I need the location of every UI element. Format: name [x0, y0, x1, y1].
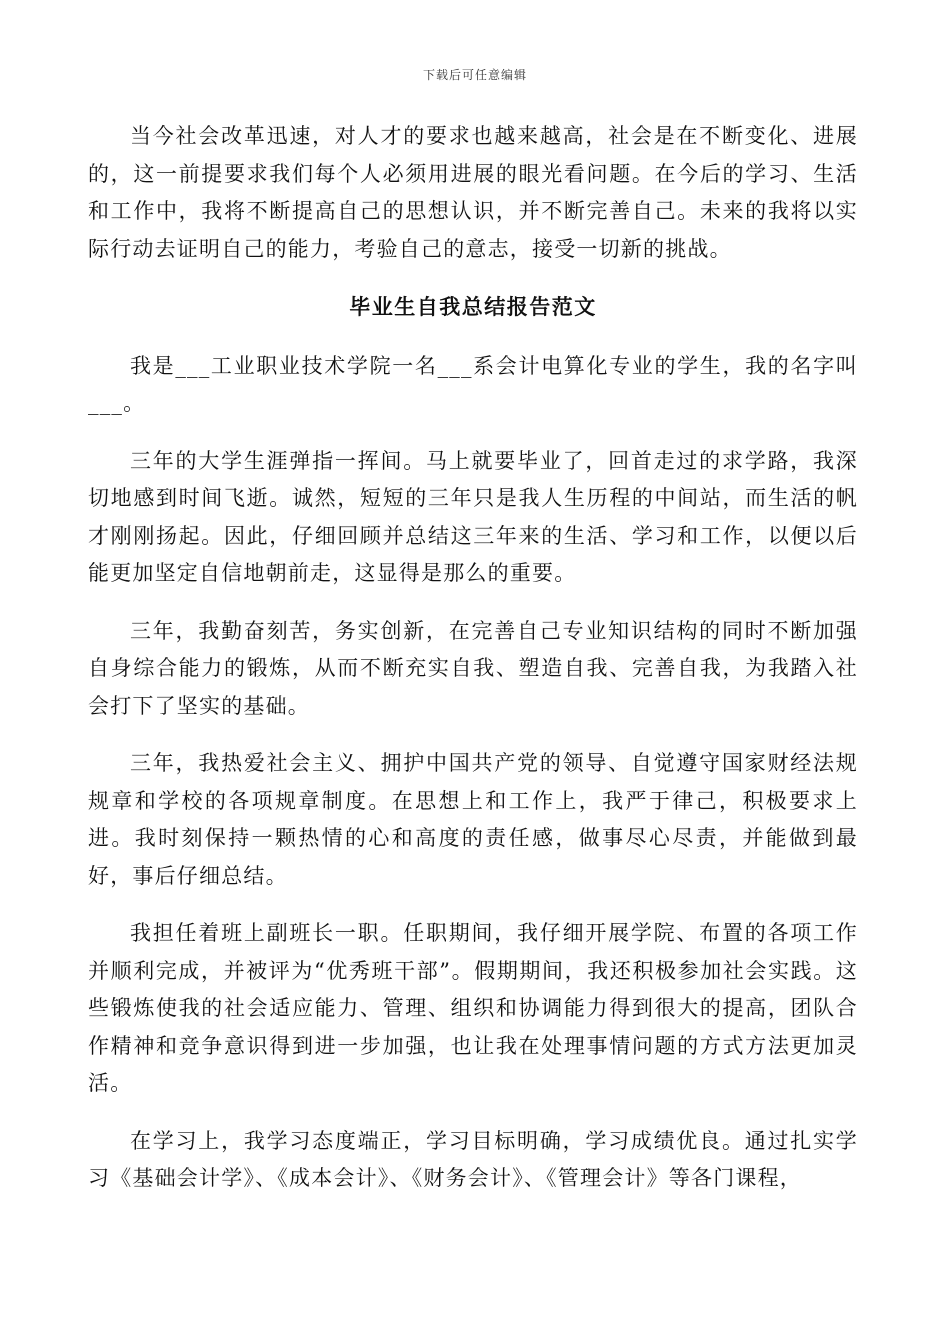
paragraph-study: 在学习上，我学习态度端正，学习目标明确，学习成绩优良。通过扎实学习《基础会计学》、《成本会计》、《财务会计》、《管理会计》等各门课程， [88, 1128, 858, 1190]
paragraph-diligence: 三年，我勤奋刻苦，务实创新，在完善自己专业知识结构的同时不断加强自身综合能力的锻炼，从而不断充实自我、塑造自我、完善自我，为我踏入社会打下了坚实的基础。 [88, 618, 858, 718]
intro-paragraph: 当今社会改革迅速，对人才的要求也越来越高，社会是在不断变化、进展的，这一前提要求我们每个人必须用进展的眼光看问题。在今后的学习、生活和工作中，我将不断提高自己的思想认识，并不断完善自己。未来的我将以实际行动去证明自己的能力，考验自己的意志，接受一切新的挑战。 [88, 124, 858, 261]
paragraph-ideology: 三年，我热爱社会主义、拥护中国共产党的领导、自觉遵守国家财经法规规章和学校的各项规章制度。在思想上和工作上，我严于律己，积极要求上进。我时刻保持一颗热情的心和高度的责任感，做事尽心尽责，并能做到最好，事后仔细总结。 [88, 751, 858, 888]
paragraph-class-monitor: 我担任着班上副班长一职。任职期间，我仔细开展学院、布置的各项工作并顺利完成，并被评为“优秀班干部”。假期期间，我还积极参加社会实践。这些锻炼使我的社会适应能力、管理、组织和协调能力得到很大的提高，团队合作精神和竞争意识得到进一步加强，也让我在处理事情问题的方式方法更加灵活。 [88, 921, 858, 1095]
document-body [88, 118, 858, 1218]
document-title: 毕业生自我总结报告范文 [349, 294, 597, 319]
paragraph-introduction: 我是___工业职业技术学院一名___系会计电算化专业的学生，我的名字叫___。 [88, 353, 858, 415]
paragraph-college-years: 三年的大学生涯弹指一挥间。马上就要毕业了，回首走过的求学路，我深切地感到时间飞逝。诚然，短短的三年只是我人生历程的中间站，而生活的帆才刚刚扬起。因此，仔细回顾并总结这三年来的生活、学习和工作，以便以后能更加坚定自信地朝前走，这显得是那么的重要。 [88, 448, 858, 585]
page-header-note: 下载后可任意编辑 [422, 68, 527, 82]
